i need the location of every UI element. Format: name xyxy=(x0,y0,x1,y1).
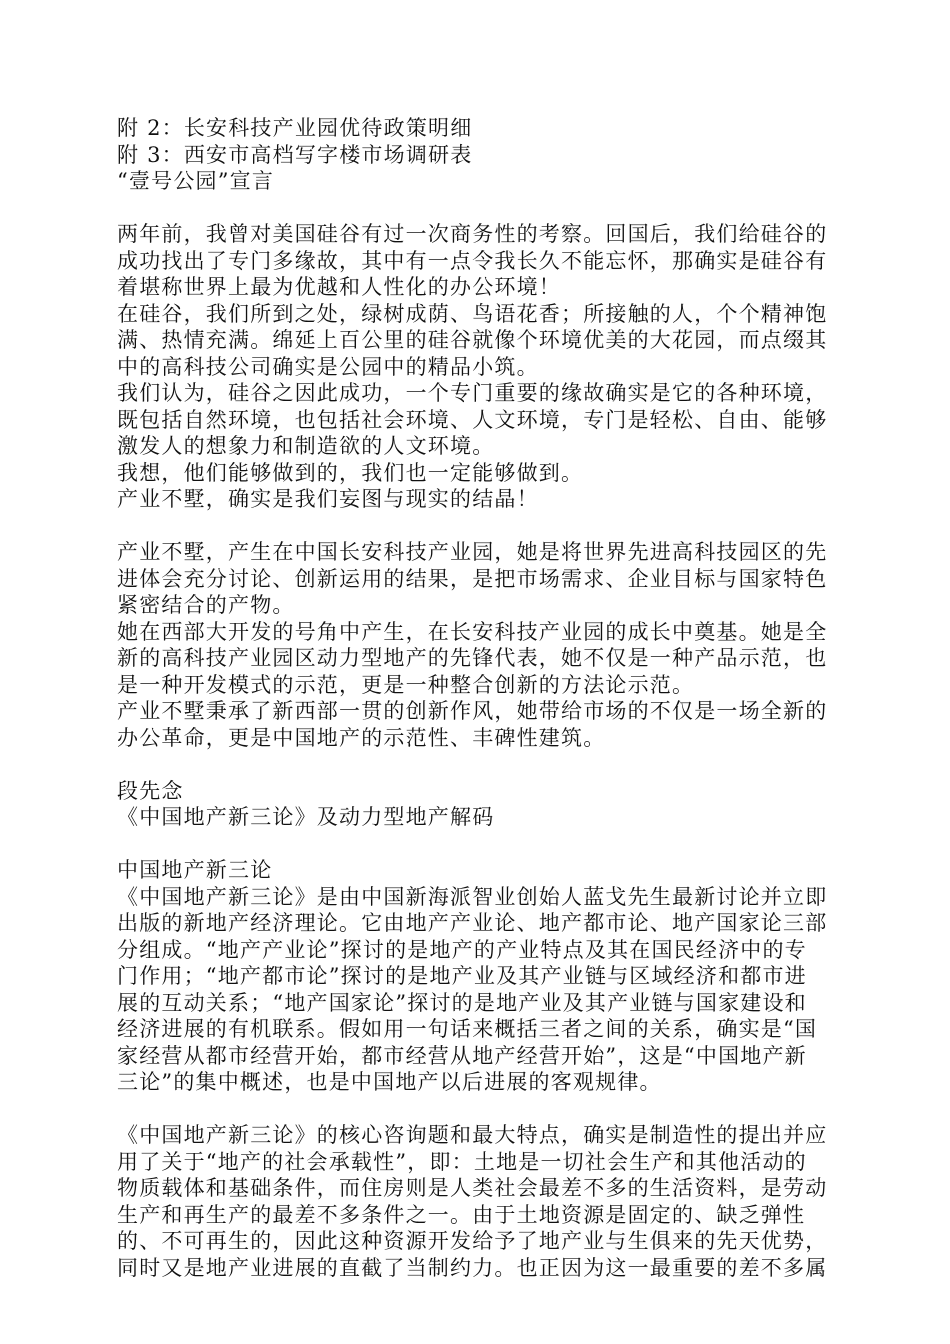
paragraph-line: 物质载体和基础条件，而住房则是人类社会最差不多的生活资料，是劳动 xyxy=(117,1176,828,1200)
paragraph-line: 是一种开发模式的示范，更是一种整合创新的方法论示范。 xyxy=(117,672,695,697)
paragraph-line: 进体会充分讨论、创新运用的结果，是把市场需求、企业目标与国家特色 xyxy=(117,566,828,591)
paragraph-line: 我想，他们能够做到的，我们也一定能够做到。 xyxy=(117,460,584,485)
blank-line xyxy=(117,751,830,778)
paragraph-line: 我们认为，硅谷之因此成功，一个专门重要的缘故确实是它的各种环境， xyxy=(117,381,828,405)
paragraph-line: 的、不可再生的，因此这种资源开发给予了地产业与生俱来的先天优势， xyxy=(117,1229,828,1253)
paragraph-line: 门作用；“地产都市论”探讨的是地产业及其产业链与区域经济和都市进 xyxy=(117,964,807,988)
paragraph-line: 她在西部大开发的号角中产生，在长安科技产业园的成长中奠基。她是全 xyxy=(117,619,828,644)
paragraph-line: 着堪称世界上最为优越和人性化的办公环境！ xyxy=(117,275,561,299)
paragraph-line: 展的互动关系；“地产国家论”探讨的是地产业及其产业链与国家建设和 xyxy=(117,990,807,1015)
section-title: 《中国地产新三论》及动力型地产解码 xyxy=(117,805,495,829)
paragraph-line: 同时又是地产业进展的直截了当制约力。也正因为这一最重要的差不多属 xyxy=(117,1255,828,1280)
paragraph-line: 在硅谷，我们所到之处，绿树成荫、鸟语花香；所接触的人，个个精神饱 xyxy=(117,301,828,326)
paragraph-line: 中的高科技公司确实是公园中的精品小筑。 xyxy=(117,354,539,379)
paragraph-line: 两年前，我曾对美国硅谷有过一次商务性的考察。回国后，我们给硅谷的 xyxy=(117,222,828,246)
blank-line xyxy=(117,513,830,540)
manifesto-heading: “壹号公园”宣言 xyxy=(117,169,275,193)
author-name: 段先念 xyxy=(117,778,184,803)
attachment-3-line: 附 3：西安市高档写字楼市场调研表 xyxy=(117,142,473,167)
paragraph-line: 《中国地产新三论》的核心咨询题和最大特点，确实是制造性的提出并应 xyxy=(117,1123,828,1147)
paragraph-line: 激发人的想象力和制造欲的人文环境。 xyxy=(117,434,495,458)
blank-line xyxy=(117,1096,830,1123)
paragraph-line: 办公革命，更是中国地产的示范性、丰碑性建筑。 xyxy=(117,725,606,750)
paragraph-line: 分组成。“地产产业论”探讨的是地产的产业特点及其在国民经济中的专 xyxy=(117,937,807,962)
paragraph-line: 紧密结合的产物。 xyxy=(117,593,295,617)
blank-line xyxy=(117,195,830,222)
paragraph-line: 经济进展的有机联系。假如用一句话来概括三者之间的关系，确实是“国 xyxy=(117,1017,818,1041)
paragraph-line: 《中国地产新三论》是由中国新海派智业创始人蓝戈先生最新讨论并立即 xyxy=(117,884,828,909)
attachment-2-line: 附 2：长安科技产业园优待政策明细 xyxy=(117,116,473,140)
paragraph-line: 产业不墅，确实是我们妄图与现实的结晶！ xyxy=(117,487,539,511)
paragraph-line: 产业不墅秉承了新西部一贯的创新作风，她带给市场的不仅是一场全新的 xyxy=(117,699,828,723)
paragraph-line: 既包括自然环境，也包括社会环境、人文环境，专门是轻松、自由、能够 xyxy=(117,407,828,432)
paragraph-line: 满、热情充满。绵延上百公里的硅谷就像个环境优美的大花园，而点缀其 xyxy=(117,328,828,352)
paragraph-line: 产业不墅，产生在中国长安科技产业园，她是将世界先进高科技园区的先 xyxy=(117,540,828,564)
blank-line xyxy=(117,831,830,858)
paragraph-line: 成功找出了专门多缘故，其中有一点令我长久不能忘怀，那确实是硅谷有 xyxy=(117,248,828,273)
paragraph-line: 三论”的集中概述，也是中国地产以后进展的客观规律。 xyxy=(117,1070,662,1094)
subsection-title: 中国地产新三论 xyxy=(117,858,273,882)
paragraph-line: 新的高科技产业园区动力型地产的先锋代表，她不仅是一种产品示范，也 xyxy=(117,646,828,670)
paragraph-line: 出版的新地产经济理论。它由地产产业论、地产都市论、地产国家论三部 xyxy=(117,911,828,935)
paragraph-line: 家经营从都市经营开始，都市经营从地产经营开始”，这是“中国地产新 xyxy=(117,1043,807,1068)
paragraph-line: 用了关于“地产的社会承载性”，即：土地是一切社会生产和其他活动的 xyxy=(117,1149,807,1174)
paragraph-line: 生产和再生产的最差不多条件之一。由于土地资源是固定的、缺乏弹性 xyxy=(117,1202,806,1227)
document-page xyxy=(117,115,830,1281)
